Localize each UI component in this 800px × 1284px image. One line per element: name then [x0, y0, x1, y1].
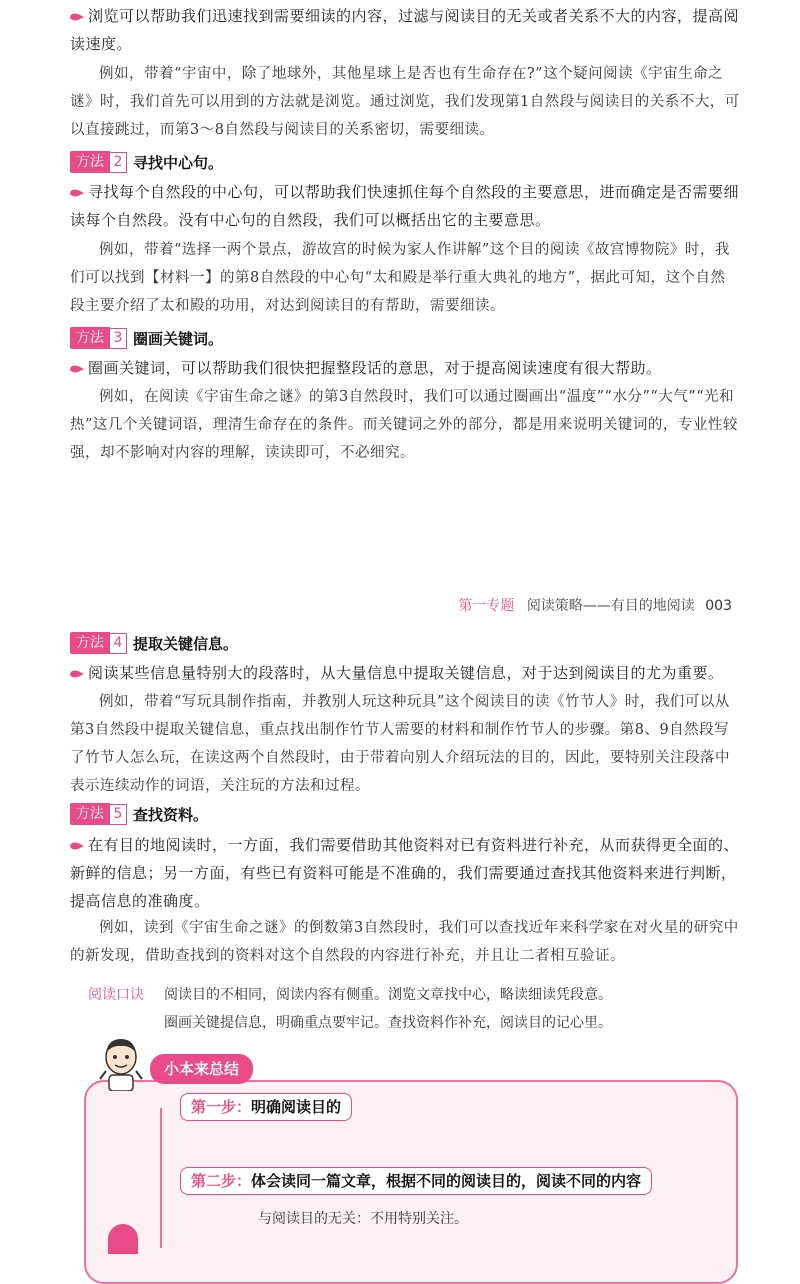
method-4-heading — [70, 632, 238, 654]
rhyme-line-2: 圈画关键提信息，明确重点要牢记。查找资料作补充，阅读目的记心里。 — [164, 1015, 612, 1031]
method-number: 2 — [110, 152, 127, 173]
page-header — [458, 595, 732, 615]
method-number: 3 — [110, 328, 127, 349]
step-1-box — [180, 1093, 352, 1121]
step-2-box — [180, 1167, 652, 1195]
method-2-paragraph-2: 例如，带着“选择一两个景点，游故宫的时候为家人作讲解”这个目的阅读《故宫博物院》时，我们可以找到【材料一】的第8自然段的中心句“太和殿是举行重大典礼的地方”，据此可知，这个自然段主要介绍了太和殿的功用，对达到阅读目的有帮助，需要细读。 — [70, 242, 730, 314]
method-tag: 方法 — [70, 151, 110, 173]
chapter-label: 第一专题 — [458, 598, 515, 614]
top-paragraph-2: 例如，带着“宇宙中，除了地球外，其他星球上是否也有生命存在?”这个疑问阅读《宇宙生命之谜》时，我们首先可以用到的方法就是浏览。通过浏览，我们发现第1自然段与阅读目的关系不大，可以直接跳过，而第3～8自然段与阅读目的关系密切，需要细读。 — [70, 66, 740, 138]
rhyme-label: 阅读口诀 — [88, 987, 144, 1003]
method-tag: 方法 — [70, 803, 110, 825]
chapter-title: 阅读策略——有目的地阅读 — [526, 598, 695, 614]
method-5-heading — [70, 803, 208, 825]
summary-side-tab — [108, 1224, 138, 1254]
method-title: 圈画关键词。 — [133, 329, 224, 348]
page-number: 003 — [705, 598, 732, 614]
method-4-paragraph-1: 阅读某些信息量特别大的段落时，从大量信息中提取关键信息，对于达到阅读目的尤为重要。 — [70, 659, 740, 687]
summary-connector-line — [160, 1108, 162, 1248]
method-3-paragraph-2: 例如，在阅读《宇宙生命之谜》的第3自然段时，我们可以通过圈画出“温度”“水分”“大气”“光和热”这几个关键词语，理清生命存在的条件。而关键词之外的部分，都是用来说明关键词的，专业性较强，却不影响对内容的理解，读读即可，不必细究。 — [70, 389, 738, 461]
step-1-label: 第一步： — [191, 1098, 252, 1116]
summary-banner: 小本来总结 — [150, 1054, 253, 1084]
method-5-paragraph-1: 在有目的地阅读时，一方面，我们需要借助其他资料对已有资料进行补充，从而获得更全面的、新鲜的信息；另一方面，有些已有资料可能是不准确的，我们需要通过查找其他资料来进行判断，提高信息的准确度。 — [70, 836, 740, 910]
step-2-text: 体会读同一篇文章，根据不同的阅读目的，阅读不同的内容 — [251, 1172, 642, 1190]
mascot-avatar-icon — [96, 1035, 146, 1091]
bullet-icon — [70, 670, 84, 678]
method-title: 寻找中心句。 — [133, 153, 224, 172]
bullet-icon — [70, 13, 84, 21]
bullet-icon — [70, 842, 84, 850]
bullet-icon — [70, 189, 84, 197]
method-2-paragraph-1: 寻找每个自然段的中心句，可以帮助我们快速抓住每个自然段的主要意思，进而确定是否需要细读每个自然段。没有中心句的自然段，我们可以概括出它的主要意思。 — [70, 183, 740, 229]
method-number: 4 — [110, 633, 127, 654]
method-title: 提取关键信息。 — [133, 634, 239, 653]
rhyme-line-1: 阅读目的不相同，阅读内容有侧重。浏览文章找中心，略读细读凭段意。 — [164, 987, 612, 1003]
step-1-text: 明确阅读目的 — [251, 1098, 342, 1116]
method-5-paragraph-2: 例如，读到《宇宙生命之谜》的倒数第3自然段时，我们可以查找近年来科学家在对火星的研究中的新发现，借助查找到的资料对这个自然段的内容进行补充，并且让二者相互验证。 — [70, 920, 739, 964]
method-3-heading — [70, 327, 223, 349]
method-tag: 方法 — [70, 632, 110, 654]
step-2-label: 第二步： — [191, 1172, 252, 1190]
method-4-paragraph-2: 例如，带着“写玩具制作指南，并教别人玩这种玩具”这个阅读目的读《竹节人》时，我们可以从第3自然段中提取关键信息，重点找出制作竹节人需要的材料和制作竹节人的步骤。第8、9自然段写了竹节人怎么玩，在读这两个自然段时，由于带着向别人介绍玩法的目的，因此，要特别关注段落中表示连续动作的词语，关注玩的方法和过程。 — [70, 694, 730, 794]
method-3-paragraph-1: 圈画关键词，可以帮助我们很快把握整段话的意思，对于提高阅读速度有很大帮助。 — [70, 354, 740, 382]
method-number: 5 — [110, 804, 127, 825]
top-paragraph-1: 浏览可以帮助我们迅速找到需要细读的内容，过滤与阅读目的无关或者关系不大的内容，提高阅读速度。 — [70, 7, 740, 53]
bullet-icon — [70, 365, 84, 373]
step-2-note: 与阅读目的无关：不用特别关注。 — [258, 1211, 468, 1227]
method-title: 查找资料。 — [133, 805, 209, 824]
method-2-heading — [70, 151, 223, 173]
method-tag: 方法 — [70, 327, 110, 349]
